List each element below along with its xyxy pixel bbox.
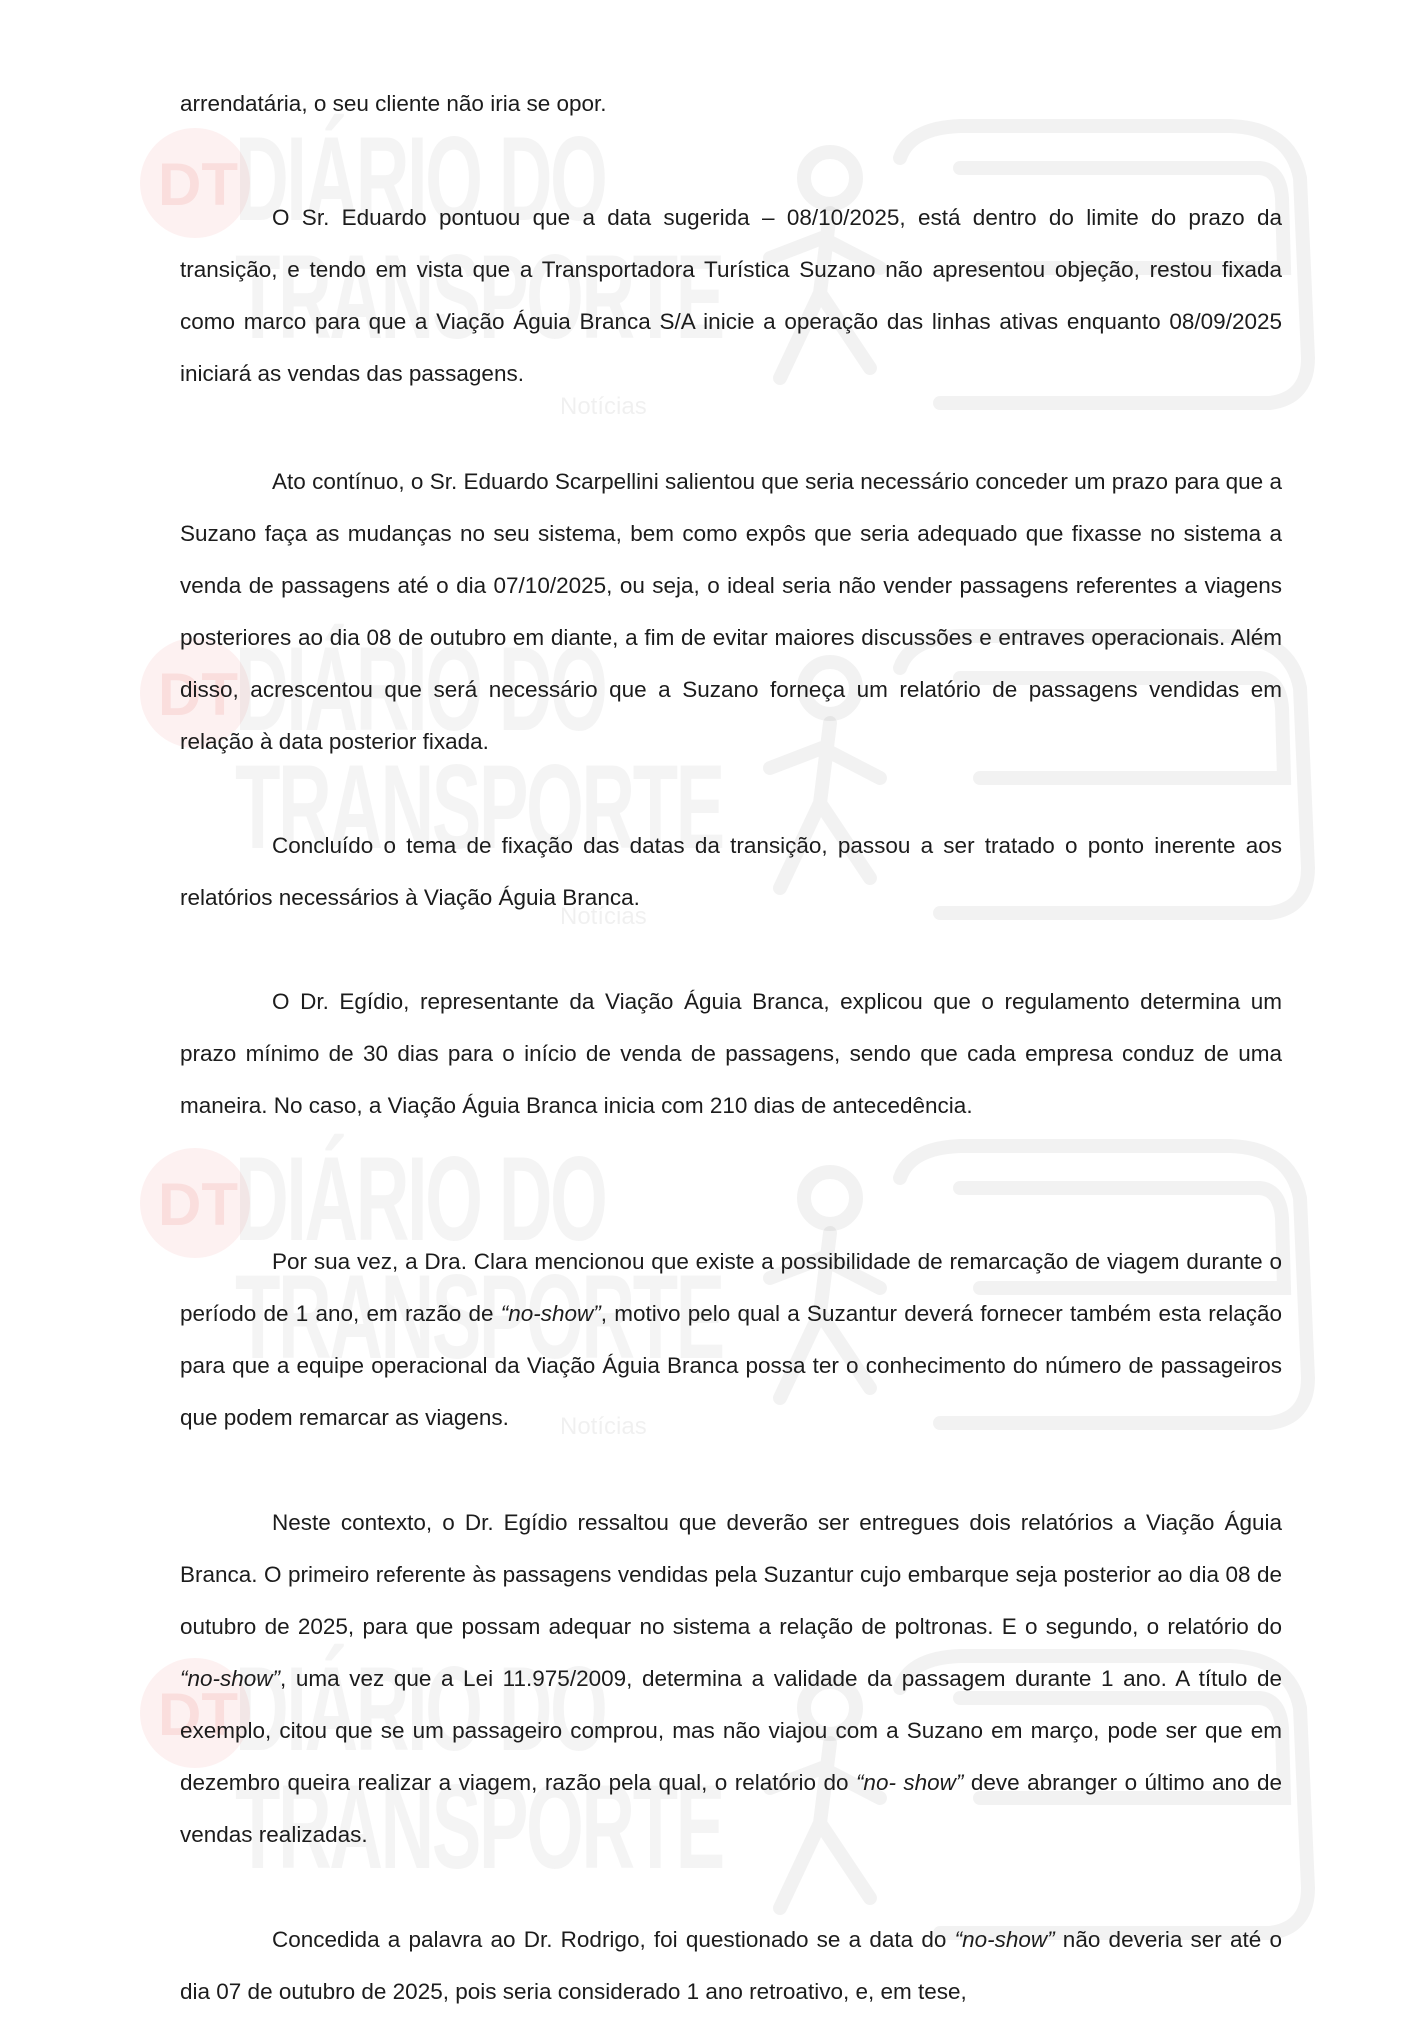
paragraph-text: , motivo pelo qual a Suzantur deverá fornecer também esta relação para que a equipe operacional da Viação Águia Branca possa ter o conhecimento do número de passageiros que podem remarcar as viagens. xyxy=(180,1301,1282,1430)
paragraph: Ato contínuo, o Sr. Eduardo Scarpellini salientou que seria necessário conceder um prazo para que a Suzano faça as mudanças no seu sistema, bem como expôs que seria adequado que fixasse no sistema a venda de passagens até o dia 07/10/2025, ou seja, o ideal seria não vender passagens referentes a viagens posteriores ao dia 08 de outubro em diante, a fim de evitar maiores discussões e entraves operacionais. Além disso, acrescentou que será necessário que a Suzano forneça um relatório de passagens vendidas em relação à data posterior fixada. xyxy=(180,469,1282,754)
paragraph xyxy=(180,1497,1282,1861)
paragraph xyxy=(180,1236,1282,1444)
emphasis-no-show: “no-show” xyxy=(500,1301,601,1326)
paragraph-continuation: arrendatária, o seu cliente não iria se opor. xyxy=(180,91,607,116)
emphasis-no-show: “no-show” xyxy=(180,1666,281,1691)
watermark-caption: Notícias xyxy=(560,1413,647,1440)
paragraph-text: Neste contexto, o Dr. Egídio ressaltou que deverão ser entregues dois relatórios a Viação Águia Branca. O primeiro referente às passagens vendidas pela Suzantur cujo embarque seja posterior ao dia 08 de outubro de 2025, para que possam adequar no sistema a relação de poltronas. E o segundo, o relatório do xyxy=(180,1510,1282,1639)
paragraph: O Sr. Eduardo pontuou que a data sugerida – 08/10/2025, está dentro do limite do prazo da transição, e tendo em vista que a Transportadora Turística Suzano não apresentou objeção, restou fixada como marco para que a Viação Águia Branca S/A inicie a operação das linhas ativas enquanto 08/09/2025 iniciará as vendas das passagens. xyxy=(180,205,1282,386)
watermark-badge: DT xyxy=(140,128,250,238)
emphasis-no-show: “no- show” xyxy=(855,1770,964,1795)
watermark-caption: Notícias xyxy=(560,393,647,420)
watermark-badge: DT xyxy=(140,1658,250,1768)
watermark-badge: DT xyxy=(140,1148,250,1258)
paragraph-text: , uma vez que a Lei 11.975/2009, determina a validade da passagem durante 1 ano. A título de exemplo, citou que se um passageiro comprou, mas não viajou com a Suzano em março, pode ser que em dezembro queira realizar a viagem, razão pela qual, o relatório do xyxy=(180,1666,1282,1795)
paragraph-text: Por sua vez, a Dra. Clara mencionou que existe a possibilidade de remarcação de viagem durante o período de 1 ano, em razão de xyxy=(180,1249,1282,1326)
paragraph-text: deve abranger o último ano de vendas realizadas. xyxy=(180,1770,1282,1847)
paragraph-text: não deveria ser até o dia 07 de outubro de 2025, pois seria considerado 1 ano retroativo, e, em tese, xyxy=(180,1927,1282,2004)
watermark-badge: DT xyxy=(140,638,250,748)
paragraph xyxy=(180,1914,1282,2018)
paragraph-text: Concedida a palavra ao Dr. Rodrigo, foi questionado se a data do xyxy=(272,1927,955,1952)
emphasis-no-show: “no-show” xyxy=(954,1927,1055,1952)
paragraph: Concluído o tema de fixação das datas da transição, passou a ser tratado o ponto inerente aos relatórios necessários à Viação Águia Branca. xyxy=(180,833,1282,910)
paragraph: O Dr. Egídio, representante da Viação Águia Branca, explicou que o regulamento determina um prazo mínimo de 30 dias para o início de venda de passagens, sendo que cada empresa conduz de uma maneira. No caso, a Viação Águia Branca inicia com 210 dias de antecedência. xyxy=(180,989,1282,1118)
watermark-caption: Notícias xyxy=(560,903,647,930)
